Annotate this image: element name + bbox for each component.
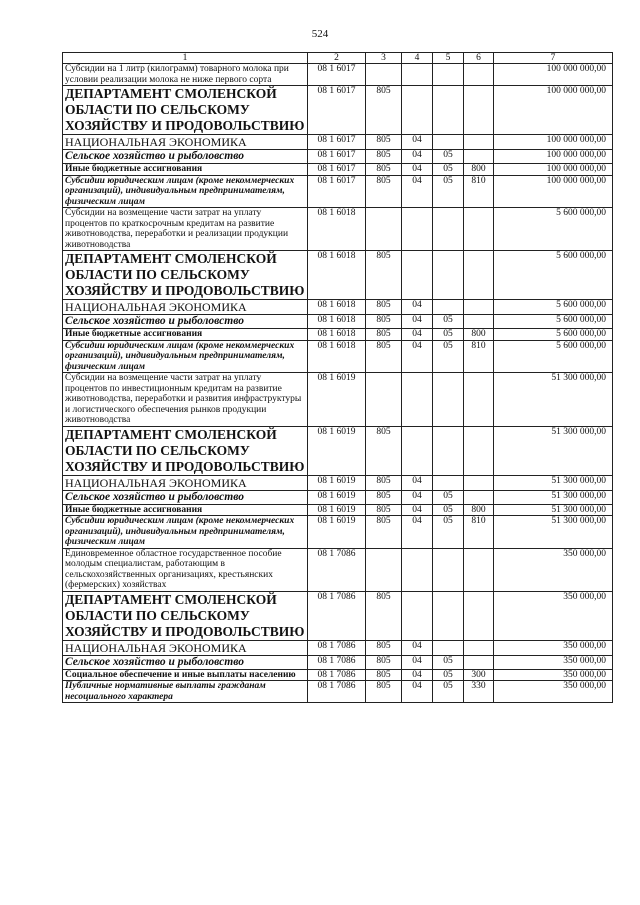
cell-amount: 5 600 000,00 <box>494 315 613 329</box>
header-cell: 3 <box>366 53 402 64</box>
cell-amount: 5 600 000,00 <box>494 329 613 341</box>
cell-subsection <box>433 475 464 490</box>
row-name: Субсидии на возмещение части затрат на уплату процентов по краткосрочным кредитам на развитие животноводства, переработки и реализации продукции животноводства <box>63 208 308 251</box>
header-cell: 7 <box>494 53 613 64</box>
table-row <box>63 300 613 315</box>
cell-target-article: 08 1 6019 <box>308 426 366 475</box>
cell-subsection: 05 <box>433 340 464 373</box>
row-name: Субсидии юридическим лицам (кроме некоммерческих организаций), индивидуальным предпринимателям, физическим лицам <box>63 175 308 208</box>
row-name: ДЕПАРТАМЕНТ СМОЛЕНСКОЙ ОБЛАСТИ ПО СЕЛЬСКОМУ ХОЗЯЙСТВУ И ПРОДОВОЛЬСТВИЮ <box>63 86 308 135</box>
table-row <box>63 640 613 655</box>
table-row <box>63 655 613 669</box>
table-row <box>63 490 613 504</box>
row-name: Субсидии юридическим лицам (кроме некоммерческих организаций), индивидуальным предпринимателям, физическим лицам <box>63 340 308 373</box>
cell-subsection: 05 <box>433 490 464 504</box>
row-name: ДЕПАРТАМЕНТ СМОЛЕНСКОЙ ОБЛАСТИ ПО СЕЛЬСКОМУ ХОЗЯЙСТВУ И ПРОДОВОЛЬСТВИЮ <box>63 426 308 475</box>
cell-expense-type <box>464 64 494 86</box>
cell-target-article: 08 1 6019 <box>308 373 366 427</box>
cell-target-article: 08 1 6018 <box>308 208 366 251</box>
cell-main-manager: 805 <box>366 426 402 475</box>
cell-section: 04 <box>402 300 433 315</box>
cell-expense-type: 810 <box>464 340 494 373</box>
page-number: 524 <box>311 28 329 40</box>
cell-main-manager: 805 <box>366 340 402 373</box>
cell-section <box>402 373 433 427</box>
cell-amount: 5 600 000,00 <box>494 340 613 373</box>
cell-amount: 5 600 000,00 <box>494 251 613 300</box>
cell-amount: 100 000 000,00 <box>494 164 613 176</box>
cell-expense-type: 810 <box>464 175 494 208</box>
table-row <box>63 681 613 703</box>
header-cell: 5 <box>433 53 464 64</box>
cell-target-article: 08 1 6018 <box>308 251 366 300</box>
cell-section: 04 <box>402 135 433 150</box>
cell-main-manager <box>366 64 402 86</box>
cell-expense-type <box>464 300 494 315</box>
cell-target-article: 08 1 6018 <box>308 340 366 373</box>
cell-target-article: 08 1 7086 <box>308 591 366 640</box>
cell-expense-type: 300 <box>464 669 494 681</box>
table-row <box>63 135 613 150</box>
cell-amount: 100 000 000,00 <box>494 86 613 135</box>
table-row <box>63 164 613 176</box>
cell-target-article: 08 1 6017 <box>308 135 366 150</box>
cell-target-article: 08 1 6019 <box>308 516 366 549</box>
cell-target-article: 08 1 6018 <box>308 315 366 329</box>
cell-main-manager: 805 <box>366 490 402 504</box>
cell-expense-type <box>464 251 494 300</box>
cell-section: 04 <box>402 340 433 373</box>
cell-main-manager <box>366 208 402 251</box>
row-name: Социальное обеспечение и иные выплаты населению <box>63 669 308 681</box>
row-name: Субсидии на возмещение части затрат на уплату процентов по инвестиционным кредитам на развитие животноводства, переработки и развития инфраструктуры и логистического обеспечения рынков продукции животноводства <box>63 373 308 427</box>
row-name: Сельское хозяйство и рыболовство <box>63 150 308 164</box>
table-row <box>63 315 613 329</box>
cell-section <box>402 548 433 591</box>
table-row <box>63 516 613 549</box>
cell-section <box>402 251 433 300</box>
budget-table <box>62 52 613 703</box>
cell-subsection: 05 <box>433 504 464 516</box>
table-row <box>63 373 613 427</box>
row-name: ДЕПАРТАМЕНТ СМОЛЕНСКОЙ ОБЛАСТИ ПО СЕЛЬСКОМУ ХОЗЯЙСТВУ И ПРОДОВОЛЬСТВИЮ <box>63 251 308 300</box>
row-name: НАЦИОНАЛЬНАЯ ЭКОНОМИКА <box>63 640 308 655</box>
cell-expense-type <box>464 426 494 475</box>
cell-amount: 100 000 000,00 <box>494 135 613 150</box>
cell-main-manager: 805 <box>366 135 402 150</box>
cell-amount: 350 000,00 <box>494 640 613 655</box>
cell-expense-type: 800 <box>464 504 494 516</box>
cell-expense-type <box>464 86 494 135</box>
cell-expense-type <box>464 315 494 329</box>
cell-section: 04 <box>402 329 433 341</box>
row-name: Публичные нормативные выплаты гражданам несоциального характера <box>63 681 308 703</box>
table-row <box>63 504 613 516</box>
cell-target-article: 08 1 7086 <box>308 655 366 669</box>
table-row <box>63 426 613 475</box>
cell-subsection: 05 <box>433 315 464 329</box>
cell-main-manager: 805 <box>366 681 402 703</box>
cell-section <box>402 426 433 475</box>
cell-section: 04 <box>402 516 433 549</box>
row-name: Иные бюджетные ассигнования <box>63 164 308 176</box>
cell-main-manager: 805 <box>366 315 402 329</box>
cell-subsection <box>433 135 464 150</box>
cell-main-manager: 805 <box>366 175 402 208</box>
cell-expense-type <box>464 208 494 251</box>
cell-main-manager: 805 <box>366 655 402 669</box>
table-row <box>63 329 613 341</box>
cell-subsection: 05 <box>433 681 464 703</box>
header-cell: 4 <box>402 53 433 64</box>
cell-section: 04 <box>402 681 433 703</box>
row-name: Иные бюджетные ассигнования <box>63 504 308 516</box>
cell-target-article: 08 1 6017 <box>308 175 366 208</box>
cell-target-article: 08 1 6018 <box>308 329 366 341</box>
row-name: НАЦИОНАЛЬНАЯ ЭКОНОМИКА <box>63 475 308 490</box>
cell-subsection: 05 <box>433 516 464 549</box>
table-row <box>63 591 613 640</box>
cell-expense-type <box>464 548 494 591</box>
cell-main-manager: 805 <box>366 475 402 490</box>
cell-amount: 100 000 000,00 <box>494 175 613 208</box>
cell-section: 04 <box>402 175 433 208</box>
cell-target-article: 08 1 6019 <box>308 475 366 490</box>
cell-amount: 350 000,00 <box>494 548 613 591</box>
cell-expense-type <box>464 475 494 490</box>
cell-section: 04 <box>402 640 433 655</box>
cell-amount: 5 600 000,00 <box>494 300 613 315</box>
cell-amount: 51 300 000,00 <box>494 373 613 427</box>
cell-section <box>402 591 433 640</box>
cell-subsection <box>433 591 464 640</box>
cell-amount: 100 000 000,00 <box>494 64 613 86</box>
cell-target-article: 08 1 6017 <box>308 164 366 176</box>
cell-main-manager: 805 <box>366 640 402 655</box>
table-row <box>63 86 613 135</box>
cell-subsection <box>433 426 464 475</box>
cell-target-article: 08 1 7086 <box>308 669 366 681</box>
cell-section <box>402 208 433 251</box>
row-name: НАЦИОНАЛЬНАЯ ЭКОНОМИКА <box>63 300 308 315</box>
row-name: Субсидии юридическим лицам (кроме некоммерческих организаций), индивидуальным предпринимателям, физическим лицам <box>63 516 308 549</box>
cell-target-article: 08 1 6018 <box>308 300 366 315</box>
cell-expense-type <box>464 655 494 669</box>
cell-section: 04 <box>402 150 433 164</box>
cell-subsection <box>433 86 464 135</box>
cell-target-article: 08 1 6017 <box>308 86 366 135</box>
cell-target-article: 08 1 6019 <box>308 490 366 504</box>
cell-main-manager: 805 <box>366 86 402 135</box>
cell-amount: 51 300 000,00 <box>494 475 613 490</box>
cell-target-article: 08 1 7086 <box>308 548 366 591</box>
cell-main-manager <box>366 373 402 427</box>
row-name: Субсидии на 1 литр (килограмм) товарного молока при условии реализации молока не ниже первого сорта <box>63 64 308 86</box>
header-cell: 1 <box>63 53 308 64</box>
cell-section: 04 <box>402 490 433 504</box>
header-cell: 6 <box>464 53 494 64</box>
cell-expense-type: 810 <box>464 516 494 549</box>
cell-expense-type: 800 <box>464 329 494 341</box>
cell-main-manager: 805 <box>366 504 402 516</box>
cell-subsection <box>433 548 464 591</box>
cell-expense-type <box>464 135 494 150</box>
cell-section: 04 <box>402 164 433 176</box>
cell-subsection: 05 <box>433 655 464 669</box>
cell-section: 04 <box>402 315 433 329</box>
cell-expense-type <box>464 640 494 655</box>
cell-main-manager: 805 <box>366 329 402 341</box>
cell-target-article: 08 1 6017 <box>308 64 366 86</box>
table-row <box>63 548 613 591</box>
table-row <box>63 175 613 208</box>
table-row <box>63 340 613 373</box>
cell-amount: 51 300 000,00 <box>494 504 613 516</box>
cell-subsection <box>433 640 464 655</box>
cell-amount: 51 300 000,00 <box>494 490 613 504</box>
cell-subsection <box>433 300 464 315</box>
cell-main-manager: 805 <box>366 150 402 164</box>
cell-expense-type <box>464 150 494 164</box>
cell-section: 04 <box>402 655 433 669</box>
cell-amount: 350 000,00 <box>494 669 613 681</box>
table-row <box>63 251 613 300</box>
cell-subsection <box>433 373 464 427</box>
cell-main-manager: 805 <box>366 164 402 176</box>
table-row <box>63 475 613 490</box>
cell-main-manager: 805 <box>366 591 402 640</box>
cell-expense-type <box>464 591 494 640</box>
cell-subsection: 05 <box>433 669 464 681</box>
cell-main-manager: 805 <box>366 516 402 549</box>
cell-subsection <box>433 208 464 251</box>
cell-main-manager <box>366 548 402 591</box>
cell-main-manager: 805 <box>366 300 402 315</box>
cell-amount: 350 000,00 <box>494 655 613 669</box>
row-name: ДЕПАРТАМЕНТ СМОЛЕНСКОЙ ОБЛАСТИ ПО СЕЛЬСКОМУ ХОЗЯЙСТВУ И ПРОДОВОЛЬСТВИЮ <box>63 591 308 640</box>
cell-target-article: 08 1 7086 <box>308 681 366 703</box>
cell-section: 04 <box>402 669 433 681</box>
header-cell: 2 <box>308 53 366 64</box>
cell-amount: 100 000 000,00 <box>494 150 613 164</box>
cell-subsection: 05 <box>433 164 464 176</box>
cell-target-article: 08 1 6017 <box>308 150 366 164</box>
row-name: НАЦИОНАЛЬНАЯ ЭКОНОМИКА <box>63 135 308 150</box>
row-name: Сельское хозяйство и рыболовство <box>63 315 308 329</box>
table-row <box>63 208 613 251</box>
cell-subsection: 05 <box>433 150 464 164</box>
cell-expense-type: 800 <box>464 164 494 176</box>
cell-subsection <box>433 64 464 86</box>
cell-subsection: 05 <box>433 329 464 341</box>
cell-main-manager: 805 <box>366 251 402 300</box>
row-name: Иные бюджетные ассигнования <box>63 329 308 341</box>
cell-subsection: 05 <box>433 175 464 208</box>
cell-main-manager: 805 <box>366 669 402 681</box>
table-row <box>63 669 613 681</box>
cell-amount: 51 300 000,00 <box>494 426 613 475</box>
row-name: Сельское хозяйство и рыболовство <box>63 490 308 504</box>
row-name: Единовременное областное государственное пособие молодым специалистам, работающим в сельскохозяйственных организациях, крестьянских (фермерских) хозяйствах <box>63 548 308 591</box>
cell-expense-type <box>464 490 494 504</box>
cell-expense-type: 330 <box>464 681 494 703</box>
header-row <box>63 53 613 64</box>
cell-amount: 51 300 000,00 <box>494 516 613 549</box>
cell-expense-type <box>464 373 494 427</box>
row-name: Сельское хозяйство и рыболовство <box>63 655 308 669</box>
table-row <box>63 150 613 164</box>
cell-target-article: 08 1 7086 <box>308 640 366 655</box>
cell-target-article: 08 1 6019 <box>308 504 366 516</box>
cell-subsection <box>433 251 464 300</box>
cell-amount: 350 000,00 <box>494 591 613 640</box>
table-row <box>63 64 613 86</box>
cell-amount: 350 000,00 <box>494 681 613 703</box>
cell-section <box>402 86 433 135</box>
cell-amount: 5 600 000,00 <box>494 208 613 251</box>
cell-section: 04 <box>402 504 433 516</box>
cell-section: 04 <box>402 475 433 490</box>
cell-section <box>402 64 433 86</box>
